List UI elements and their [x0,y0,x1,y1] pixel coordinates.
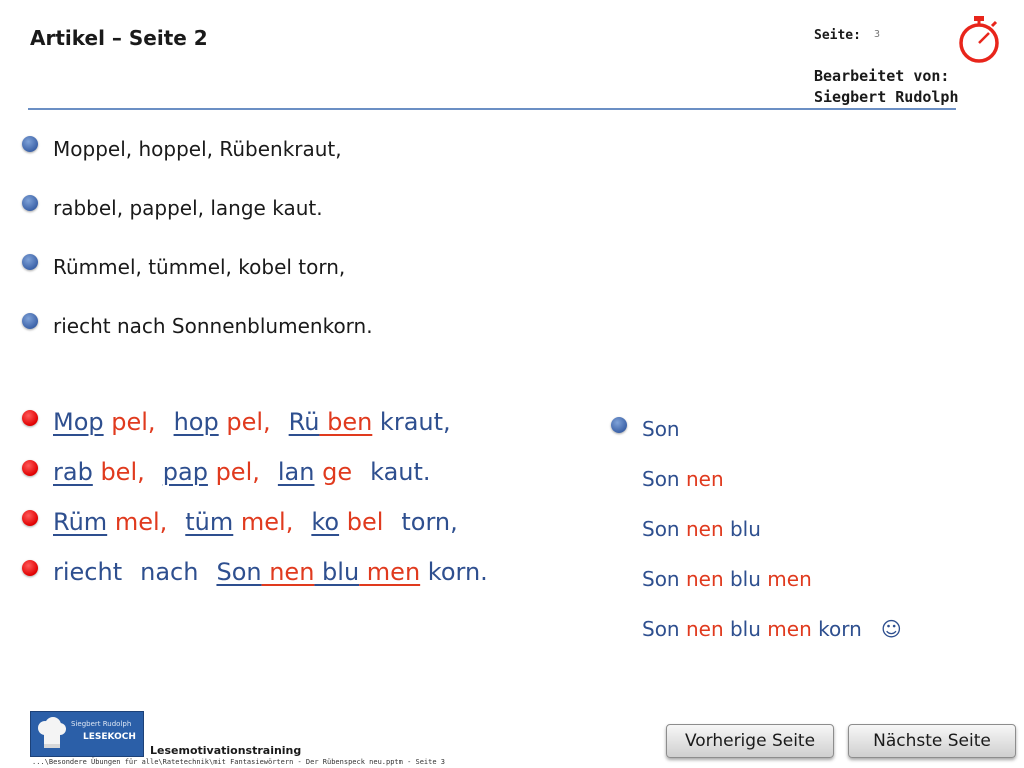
verse-line-4: riecht nach Sonnenblumenkorn. [53,314,373,338]
buildup-syllable: Son [642,617,680,641]
syllable: nen [261,558,315,586]
syllable: pel, [218,408,271,436]
buildup-line-4 [642,567,812,591]
syllable-line-3 [53,508,458,536]
syllable: rab [53,458,93,486]
verse-line-3: Rümmel, tümmel, kobel torn, [53,255,346,279]
syllable: men [359,558,421,586]
syllable-bullet-1[interactable] [22,410,38,426]
syllable: Son [216,558,262,586]
syllable: bel [339,508,384,536]
editor-name: Siegbert Rudolph [814,88,959,106]
buildup-line-5 [642,617,902,641]
syllable: pel, [103,408,156,436]
buildup-syllable: nen [679,567,724,591]
syllable-bullet-3[interactable] [22,510,38,526]
page-number-label: Seite: [814,28,861,43]
page-title: Artikel – Seite 2 [30,26,208,50]
syllable: kaut. [370,458,431,486]
syllable: torn, [401,508,458,536]
buildup-syllable: blu [723,617,761,641]
syllable-bullet-4[interactable] [22,560,38,576]
syllable-line-2 [53,458,431,486]
verse-line-2: rabbel, pappel, lange kaut. [53,196,323,220]
syllable: pel, [207,458,260,486]
syllable: korn. [420,558,488,586]
syllable: blu [314,558,360,586]
syllable: tüm [185,508,234,536]
logo-author: Siegbert Rudolph [71,720,132,728]
syllable: mel, [233,508,294,536]
editor-info [814,66,959,108]
verse-bullet-4[interactable] [22,313,38,329]
buildup-bullet[interactable] [611,417,627,433]
buildup-syllable: korn [811,617,862,641]
buildup-syllable: nen [679,467,724,491]
syllable: Rü [288,408,320,436]
buildup-line-2 [642,467,724,491]
buildup-line-3 [642,517,761,541]
editor-label: Bearbeitet von: [814,67,950,85]
syllable: ge [314,458,353,486]
syllable-bullet-2[interactable] [22,460,38,476]
buildup-syllable: men [760,617,812,641]
buildup-syllable: blu [723,517,761,541]
syllable: bel, [92,458,145,486]
header-divider [28,108,956,110]
previous-page-button[interactable]: Vorherige Seite [666,724,834,758]
syllable-line-1 [53,408,451,436]
file-path: ...\Besondere Übungen für alle\Ratetechnik\mit Fantasiewörtern - Der Rübenspeck neu.pptm - Seite 3 [32,758,446,766]
buildup-syllable: blu [723,567,761,591]
syllable-line-4 [53,558,488,586]
buildup-syllable: Son [642,567,680,591]
buildup-syllable: Son [642,467,680,491]
syllable: pap [162,458,208,486]
next-page-button[interactable]: Nächste Seite [848,724,1016,758]
lesekoch-logo [30,711,144,757]
stopwatch-icon[interactable] [956,14,1002,64]
syllable: nach [140,558,199,586]
page-number: 3 [874,29,881,40]
verse-bullet-2[interactable] [22,195,38,211]
buildup-syllable: Son [642,417,680,441]
chef-hat-icon [35,716,69,752]
syllable: mel, [107,508,168,536]
buildup-syllable: nen [679,517,724,541]
syllable: kraut, [372,408,451,436]
syllable: riecht [53,558,123,586]
buildup-syllable: nen [679,617,724,641]
syllable: lan [277,458,315,486]
syllable: ko [311,508,340,536]
syllable: Rüm [53,508,108,536]
program-name: Lesemotivationstraining [150,744,302,757]
syllable: ben [319,408,373,436]
buildup-syllable: Son [642,517,680,541]
verse-bullet-1[interactable] [22,136,38,152]
buildup-syllable: ☺ [861,617,902,641]
syllable: Mop [53,408,104,436]
syllable: hop [173,408,219,436]
verse-bullet-3[interactable] [22,254,38,270]
logo-brand: LESEKOCH [83,732,136,742]
verse-line-1: Moppel, hoppel, Rübenkraut, [53,137,342,161]
buildup-line-1 [642,417,680,441]
buildup-syllable: men [760,567,812,591]
